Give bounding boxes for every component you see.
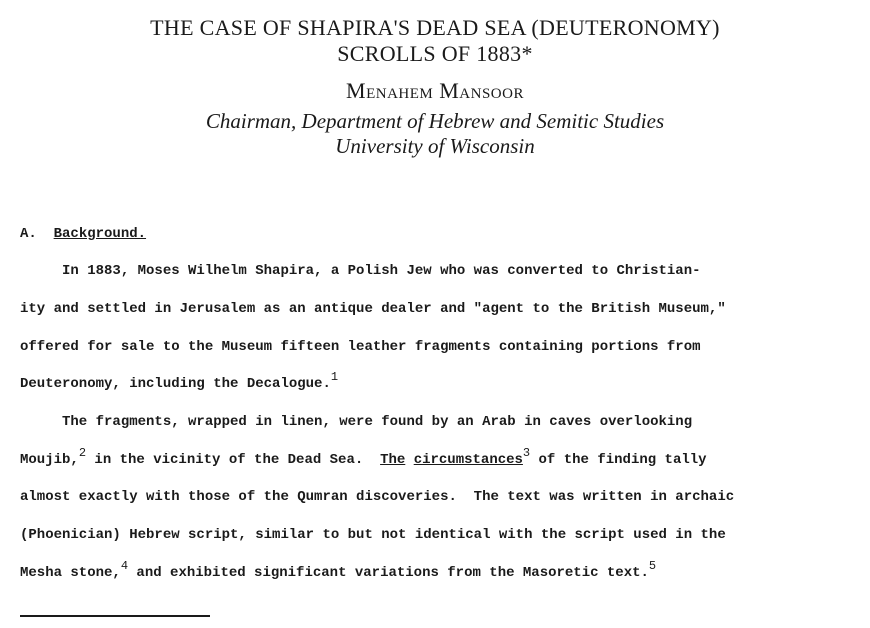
body-text: Moujib,	[20, 452, 79, 468]
section-letter: A.	[20, 226, 37, 242]
body-text: in the vicinity of the Dead Sea.	[86, 452, 381, 468]
section-title: Background.	[53, 226, 147, 242]
underlined-word: The	[380, 452, 406, 468]
footnote-marker-4: 4	[120, 559, 129, 573]
body-line: offered for sale to the Museum fifteen leather fragments containing portions from	[20, 339, 701, 355]
body-line	[20, 370, 339, 394]
body-line: The fragments, wrapped in linen, were found by an Arab in caves overlooking	[20, 414, 693, 430]
body-line: In 1883, Moses Wilhelm Shapira, a Polish Jew who was converted to Christian-	[20, 263, 701, 279]
paper-title-line-1: THE CASE OF SHAPIRA'S DEAD SEA (DEUTERONOMY)	[150, 15, 720, 40]
body-text: Deuteronomy, including the Decalogue.	[20, 376, 331, 392]
body-line	[20, 446, 707, 470]
body-text: Mesha stone,	[20, 565, 121, 581]
body-text: of the finding tally	[530, 452, 707, 468]
footnote-marker-3: 3	[522, 446, 531, 460]
body-line: almost exactly with those of the Qumran discoveries. The text was written in archaic	[20, 489, 735, 505]
author-name: Menahem Mansoor	[346, 78, 524, 103]
underlined-word: circumstances	[413, 452, 523, 468]
body-text	[405, 452, 413, 468]
paper-title-line-2: SCROLLS OF 1883*	[337, 41, 533, 66]
body-text: and exhibited significant variations from the Masoretic text.	[128, 565, 649, 581]
affiliation-department: Chairman, Department of Hebrew and Semitic Studies	[205, 109, 665, 133]
footnote-marker-1: 1	[330, 370, 339, 384]
footnote-separator-rule	[20, 615, 210, 617]
section-heading	[20, 224, 146, 244]
body-line: ity and settled in Jerusalem as an antique dealer and "agent to the British Museum,"	[20, 301, 726, 317]
body-line	[20, 559, 657, 583]
body-line: (Phoenician) Hebrew script, similar to but not identical with the script used in the	[20, 527, 726, 543]
affiliation-university: University of Wisconsin	[335, 134, 535, 158]
footnote-marker-2: 2	[78, 446, 87, 460]
footnote-marker-5: 5	[648, 559, 657, 573]
